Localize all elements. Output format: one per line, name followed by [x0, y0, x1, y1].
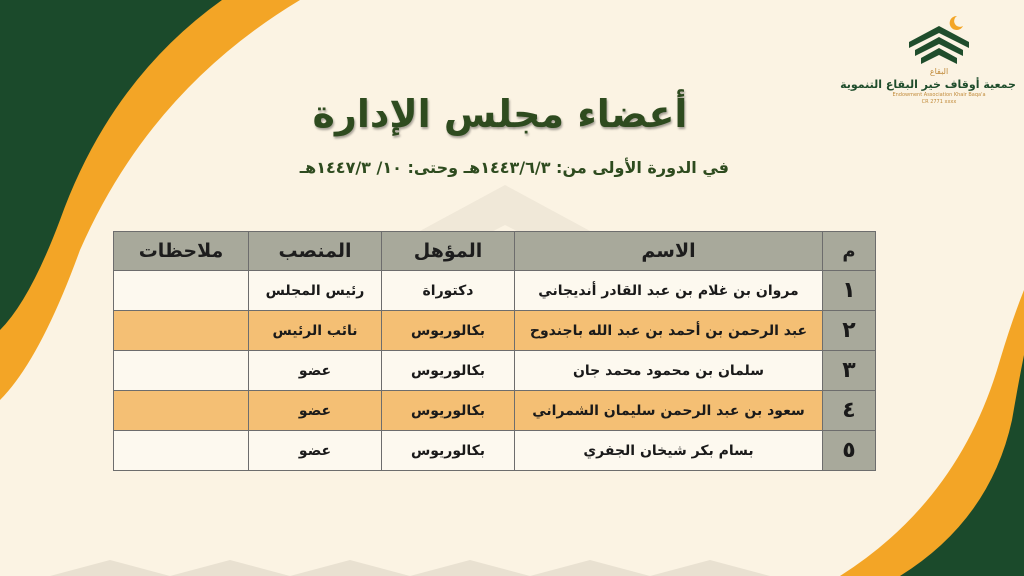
- board-members-table: [113, 231, 876, 471]
- cell-name: بسام بكر شيخان الجفري: [515, 431, 823, 471]
- cell-name: مروان بن غلام بن عبد القادر أنديجاني: [515, 271, 823, 311]
- cell-qualification: بكالوريوس: [382, 311, 515, 351]
- header-num: م: [823, 232, 876, 271]
- cell-qualification: بكالوريوس: [382, 391, 515, 431]
- cell-name: عبد الرحمن بن أحمد بن عبد الله باجندوح: [515, 311, 823, 351]
- cell-num: ٢: [823, 311, 876, 351]
- cell-position: عضو: [249, 391, 382, 431]
- logo-chevrons-icon: [899, 12, 979, 76]
- header-qualification: المؤهل: [382, 232, 515, 271]
- cell-num: ١: [823, 271, 876, 311]
- logo-small-text: البقاع: [929, 67, 949, 76]
- cell-qualification: بكالوريوس: [382, 431, 515, 471]
- cell-notes: [114, 271, 249, 311]
- cell-notes: [114, 431, 249, 471]
- cell-name: سلمان بن محمود محمد جان: [515, 351, 823, 391]
- cell-num: ٥: [823, 431, 876, 471]
- table-row: [114, 431, 876, 471]
- header-notes: ملاحظات: [114, 232, 249, 271]
- header-name: الاسم: [515, 232, 823, 271]
- cell-position: عضو: [249, 431, 382, 471]
- cell-num: ٤: [823, 391, 876, 431]
- table-row: [114, 311, 876, 351]
- header-position: المنصب: [249, 232, 382, 271]
- cell-notes: [114, 351, 249, 391]
- logo-arabic-name: جمعية أوقاف خير البقاع التنموية: [840, 78, 1016, 91]
- page-title: أعضاء مجلس الإدارة: [312, 92, 688, 136]
- table-row: [114, 271, 876, 311]
- cell-qualification: بكالوريوس: [382, 351, 515, 391]
- cell-position: عضو: [249, 351, 382, 391]
- organization-logo: [840, 12, 1016, 124]
- table-row: [114, 391, 876, 431]
- cell-num: ٣: [823, 351, 876, 391]
- cell-position: نائب الرئيس: [249, 311, 382, 351]
- bottom-chevron-band: [50, 560, 770, 576]
- table-row: [114, 351, 876, 391]
- cell-qualification: دكتوراة: [382, 271, 515, 311]
- logo-registration: CR 2771 xxxx: [921, 99, 957, 105]
- logo-english-name: Endowment Association Khair Baqa'a: [892, 92, 986, 98]
- cell-notes: [114, 391, 249, 431]
- cell-position: رئيس المجلس: [249, 271, 382, 311]
- cell-name: سعود بن عبد الرحمن سليمان الشمراني: [515, 391, 823, 431]
- cell-notes: [114, 311, 249, 351]
- page-subtitle: في الدورة الأولى من: ١٤٤٣/٦/٣هـ وحتى: ١٠/ ١٤٤٧/٣هـ: [299, 158, 729, 177]
- table-header-row: [114, 232, 876, 271]
